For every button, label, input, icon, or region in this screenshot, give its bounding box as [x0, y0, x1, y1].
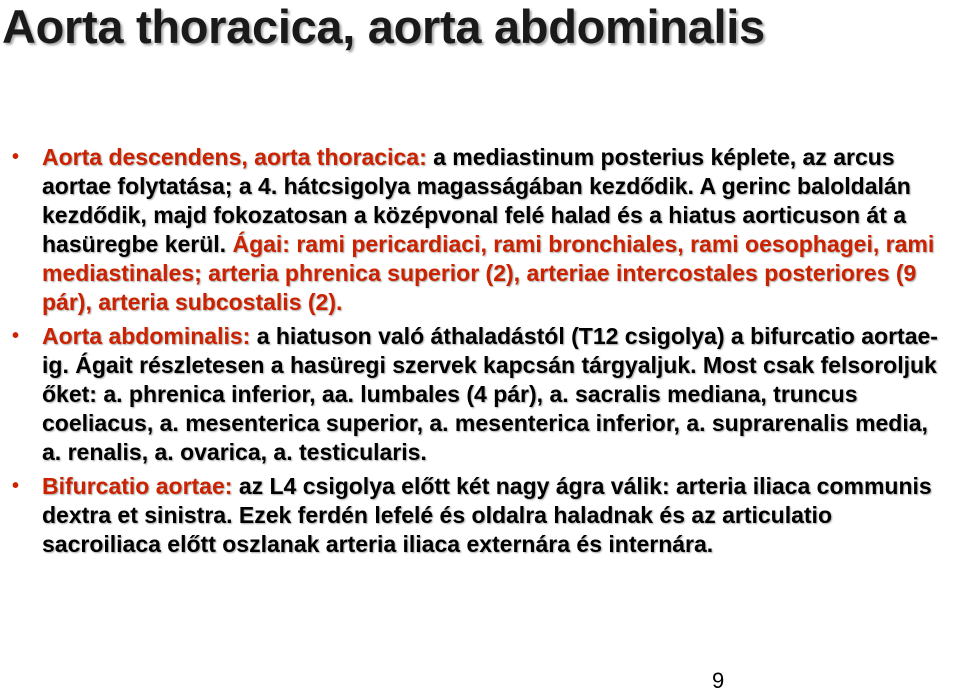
- page-title: Aorta thoracica, aorta abdominalis: [2, 0, 765, 53]
- bullet-aorta-abdominalis: [12, 322, 950, 467]
- bullet-list: [12, 143, 950, 559]
- term-agai: Ágai:: [226, 231, 290, 257]
- bullet-aorta-thoracica: [12, 143, 950, 317]
- page-number: 9: [712, 668, 725, 693]
- bullet-marker: •: [12, 146, 20, 168]
- bullet-text: a hiatuson való áthaladástól (T12 csigolya) a bifurcatio aortae-ig. Ágait részletesen a hasüregi szervek kapcsán tárgyaljuk. Most csak felsoroljuk őket: a. phrenica inferior, aa. lumbales (4 pár), a. sacralis mediana, truncus coeliacus, a. mesenterica superior, a. mesenterica inferior, a. suprarenalis media, a. renalis, a. ovarica, a. testicularis.: [42, 323, 938, 465]
- term-bifurcatio-aortae: Bifurcatio aortae:: [42, 473, 233, 499]
- bullet-text: a mediastinum posterius képlete, az arcus aortae folytatása; a 4. hátcsigolya magasságában kezdődik. A gerinc baloldalán kezdődik, majd fokozatosan a középvonal felé halad és a hiatus aorticuson át a hasüregbe kerül.: [42, 144, 911, 257]
- bullet-text: az L4 csigolya előtt két nagy ágra válik: arteria iliaca communis dextra et sinistra. Ezek ferdén lefelé és oldalra haladnak és az articulatio sacroiliaca előtt oszlanak arteria iliaca externára és internára.: [42, 473, 932, 557]
- bullet-marker: •: [12, 475, 20, 497]
- term-aorta-descendens: Aorta descendens, aorta thoracica:: [42, 144, 427, 170]
- bullet-bifurcatio-aortae: [12, 472, 950, 559]
- term-aorta-abdominalis: Aorta abdominalis:: [42, 323, 251, 349]
- branches-text: rami pericardiaci, rami bronchiales, rami oesophagei, rami mediastinales; arteria phrenica superior (2), arteriae intercostales posteriores (9 pár), arteria subcostalis (2).: [42, 231, 935, 315]
- bullet-marker: •: [12, 325, 20, 347]
